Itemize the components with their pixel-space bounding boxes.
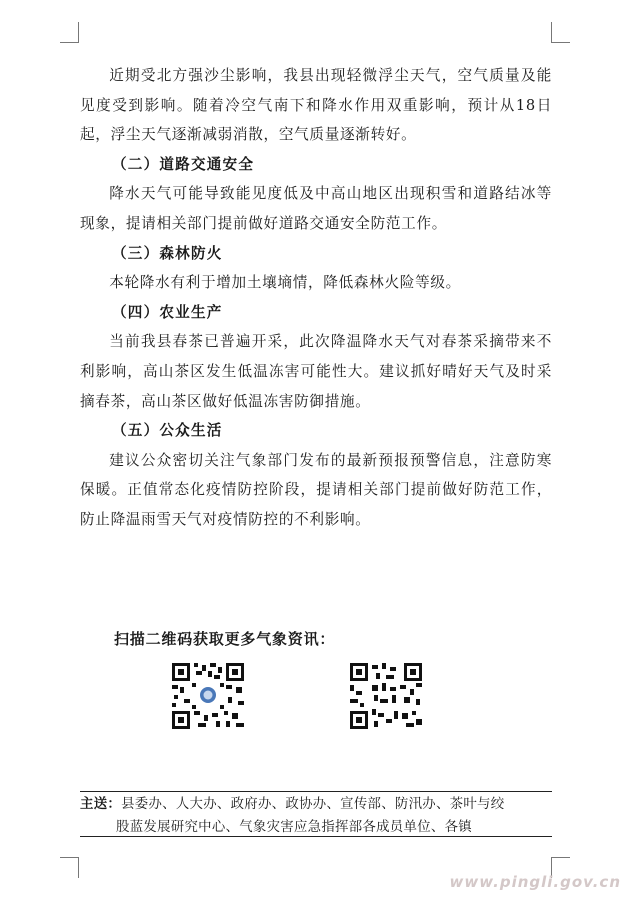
qr-section-title: 扫描二维码获取更多气象资讯： — [114, 630, 336, 648]
site-watermark: www.pingli.gov.cn — [449, 873, 621, 891]
forest-fire-paragraph: 本轮降水有利于增加土壤墒情，降低森林火险等级。 — [109, 274, 461, 292]
crop-mark-top-left — [60, 22, 79, 43]
road-safety-paragraph: 降水天气可能导致能见度低及中高山地区出现积雪和道路结冰等现象，提请相关部门提前做好道路交通安全防范工作。 — [80, 185, 552, 232]
qr-code-right[interactable] — [348, 661, 424, 731]
crop-mark-top-right — [551, 22, 570, 43]
distribution-list — [80, 793, 570, 839]
crop-mark-bottom-left — [60, 857, 79, 878]
distribution-bottom-rule — [80, 836, 552, 837]
qr-code-left[interactable] — [170, 661, 246, 731]
distribution-line-2: 股蓝发展研究中心、气象灾害应急指挥部各成员单位、各镇 — [116, 820, 472, 835]
distribution-label: 主送： — [80, 796, 122, 812]
document-body — [80, 61, 552, 535]
distribution-top-rule — [80, 791, 552, 792]
forest-fire-heading: （三）森林防火 — [112, 244, 223, 262]
agriculture-heading: （四）农业生产 — [112, 303, 223, 321]
road-safety-heading: （二）道路交通安全 — [112, 155, 255, 173]
public-life-paragraph: 建议公众密切关注气象部门发布的最新预报预警信息，注意防寒保暖。正值常态化疫情防控阶段，提请相关部门提前做好防范工作，防止降温雨雪天气对疫情防控的不利影响。 — [80, 451, 552, 528]
intro-paragraph: 近期受北方强沙尘影响，我县出现轻微浮尘天气，空气质量及能见度受到影响。随着冷空气南下和降水作用双重影响，预计从18日起，浮尘天气逐渐减弱消散，空气质量逐渐转好。 — [80, 67, 552, 144]
distribution-line-1: 县委办、人大办、政府办、政协办、宣传部、防汛办、茶叶与绞 — [121, 797, 505, 812]
public-life-heading: （五）公众生活 — [112, 422, 223, 440]
agriculture-paragraph: 当前我县春茶已普遍开采，此次降温降水天气对春茶采摘带来不利影响，高山茶区发生低温冻害可能性大。建议抓好晴好天气及时采摘春茶，高山茶区做好低温冻害防御措施。 — [80, 333, 552, 410]
